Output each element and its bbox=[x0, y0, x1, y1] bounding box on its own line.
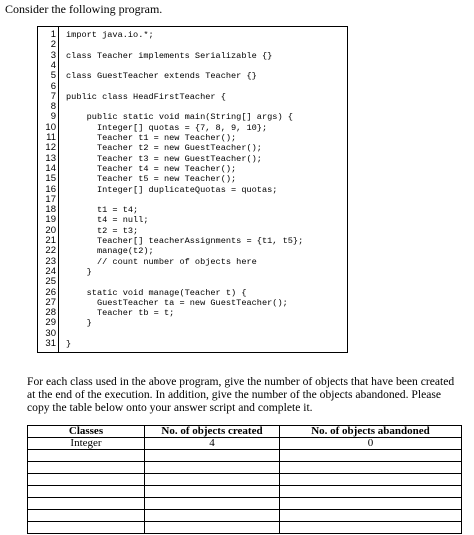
question-text bbox=[27, 375, 457, 414]
line-number: 2 bbox=[50, 39, 56, 51]
code-line: class GuestTeacher extends Teacher {} bbox=[66, 71, 257, 82]
code-line: t4 = null; bbox=[66, 215, 149, 226]
line-number: 22 bbox=[45, 245, 56, 257]
line-number: 19 bbox=[45, 214, 56, 226]
answer-table bbox=[27, 425, 462, 534]
line-number: 11 bbox=[46, 132, 56, 143]
line-number: 3 bbox=[50, 49, 56, 61]
cell-class bbox=[28, 474, 145, 486]
code-line: Teacher t4 = new Teacher(); bbox=[66, 163, 237, 174]
table-row bbox=[28, 486, 462, 498]
line-number: 5 bbox=[50, 70, 56, 82]
table-row bbox=[28, 462, 462, 474]
cell-objects-created bbox=[145, 522, 280, 534]
code-line: public static void main(String[] args) { bbox=[66, 112, 293, 123]
column-header-classes: Classes bbox=[28, 426, 145, 438]
cell-objects-abandoned bbox=[280, 486, 462, 498]
line-number: 9 bbox=[50, 111, 56, 123]
table-row bbox=[28, 438, 462, 450]
line-number: 25 bbox=[45, 276, 56, 288]
cell-class bbox=[28, 510, 145, 522]
code-line: Teacher t2 = new GuestTeacher(); bbox=[66, 143, 262, 154]
line-number: 20 bbox=[45, 224, 56, 236]
line-number: 29 bbox=[45, 317, 56, 329]
code-line: } bbox=[66, 266, 92, 277]
line-number: 13 bbox=[45, 152, 56, 164]
cell-objects-created bbox=[145, 462, 280, 474]
cell-objects-abandoned bbox=[280, 522, 462, 534]
line-number: 30 bbox=[45, 327, 56, 339]
cell-objects-abandoned bbox=[280, 450, 462, 462]
cell-objects-abandoned: 0 bbox=[280, 438, 462, 450]
line-number: 6 bbox=[50, 80, 56, 92]
line-number: 4 bbox=[50, 59, 56, 71]
line-number: 23 bbox=[45, 255, 56, 267]
line-number: 26 bbox=[45, 286, 56, 298]
line-number: 21 bbox=[45, 235, 56, 246]
code-line: Teacher t5 = new Teacher(); bbox=[66, 174, 237, 185]
code-line: class Teacher implements Serializable {} bbox=[66, 50, 273, 61]
cell-class: Integer bbox=[28, 438, 145, 450]
code-line: Integer[] duplicateQuotas = quotas; bbox=[66, 184, 278, 195]
table-header-row bbox=[28, 426, 462, 438]
line-number: 24 bbox=[45, 265, 56, 277]
table-row bbox=[28, 522, 462, 534]
code-line: t1 = t4; bbox=[66, 205, 139, 216]
line-number: 28 bbox=[45, 307, 56, 319]
line-number: 1 bbox=[50, 29, 56, 40]
table-row bbox=[28, 474, 462, 486]
code-line: public class HeadFirstTeacher { bbox=[66, 91, 226, 102]
code-line: } bbox=[66, 339, 72, 349]
code-line: Teacher t3 = new GuestTeacher(); bbox=[66, 153, 262, 164]
code-line: static void manage(Teacher t) { bbox=[66, 287, 247, 298]
cell-objects-abandoned bbox=[280, 462, 462, 474]
code-listing bbox=[37, 26, 348, 353]
line-number: 10 bbox=[45, 121, 56, 133]
cell-objects-created: 4 bbox=[145, 438, 280, 450]
cell-objects-created bbox=[145, 510, 280, 522]
line-number: 31 bbox=[45, 338, 56, 349]
code-line: import java.io.*; bbox=[66, 30, 154, 40]
code-line: } bbox=[66, 318, 92, 329]
cell-objects-created bbox=[145, 474, 280, 486]
line-number: 27 bbox=[45, 296, 56, 308]
cell-class bbox=[28, 486, 145, 498]
line-number: 15 bbox=[45, 173, 56, 185]
line-number: 8 bbox=[50, 101, 56, 113]
code-line: manage(t2); bbox=[66, 246, 154, 257]
column-header-objects-abandoned: No. of objects abandoned bbox=[280, 426, 462, 438]
cell-objects-created bbox=[145, 450, 280, 462]
cell-class bbox=[28, 462, 145, 474]
code-line: t2 = t3; bbox=[66, 225, 139, 236]
line-number-gutter bbox=[38, 27, 59, 352]
code-line: GuestTeacher ta = new GuestTeacher(); bbox=[66, 297, 288, 308]
line-number: 12 bbox=[45, 142, 56, 154]
table-row bbox=[28, 510, 462, 522]
table-row bbox=[28, 450, 462, 462]
intro-text: Consider the following program. bbox=[5, 2, 163, 16]
line-number: 7 bbox=[50, 90, 56, 102]
cell-objects-created bbox=[145, 486, 280, 498]
code-line: Teacher[] teacherAssignments = {t1, t5}; bbox=[66, 236, 304, 246]
code-line: Teacher t1 = new Teacher(); bbox=[66, 133, 237, 143]
cell-class bbox=[28, 450, 145, 462]
line-number: 18 bbox=[45, 204, 56, 216]
cell-objects-abandoned bbox=[280, 474, 462, 486]
table-row bbox=[28, 498, 462, 510]
cell-objects-abandoned bbox=[280, 498, 462, 510]
code-line: Integer[] quotas = {7, 8, 9, 10}; bbox=[66, 122, 268, 133]
code-line: Teacher tb = t; bbox=[66, 308, 175, 319]
cell-class bbox=[28, 522, 145, 534]
line-number: 14 bbox=[45, 162, 56, 174]
cell-objects-abandoned bbox=[280, 510, 462, 522]
line-number: 16 bbox=[45, 183, 56, 195]
question-paragraph: For each class used in the above program, give the number of objects that have been created at the end of the execution. In addition, give the number of the objects abandoned. Please copy the table below onto your answer script and complete it. bbox=[27, 375, 455, 414]
cell-class bbox=[28, 498, 145, 510]
code-line: // count number of objects here bbox=[66, 256, 257, 267]
cell-objects-created bbox=[145, 498, 280, 510]
column-header-objects-created: No. of objects created bbox=[145, 426, 280, 438]
line-number: 17 bbox=[45, 193, 56, 205]
